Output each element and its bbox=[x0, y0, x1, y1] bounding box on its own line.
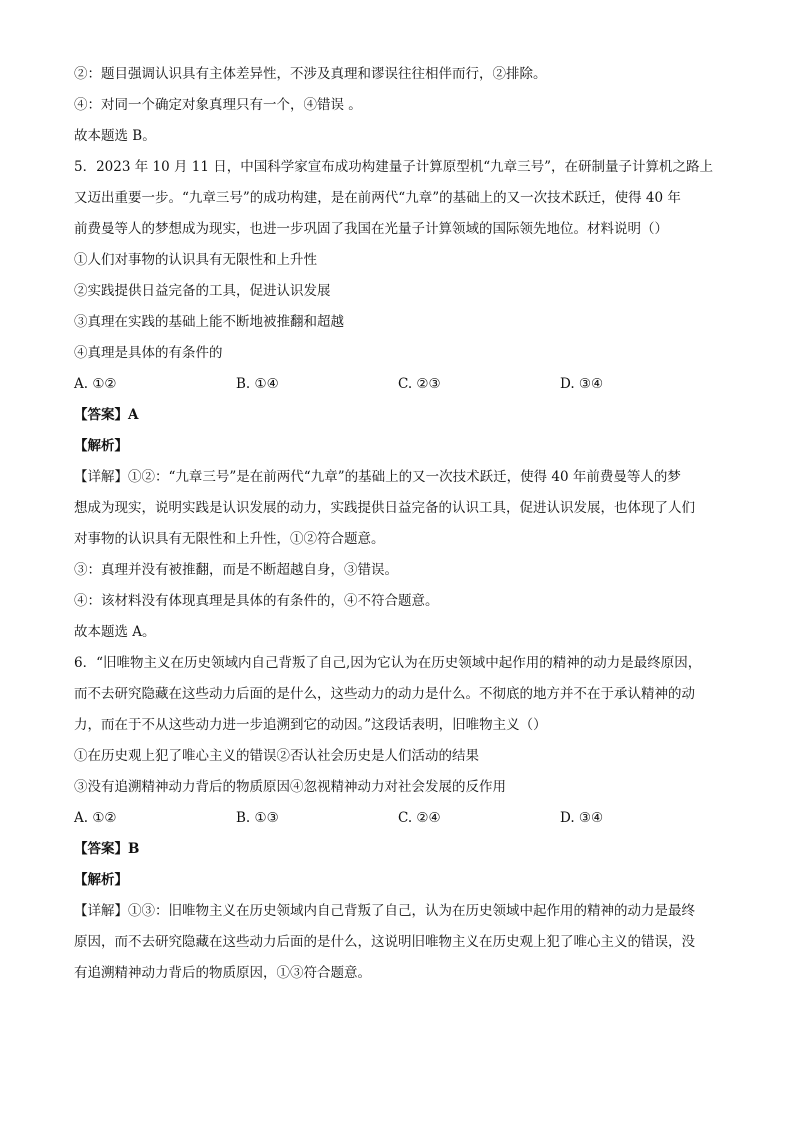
page-content bbox=[74, 64, 724, 983]
question-item: ②实践提供日益完备的工具，促进认识发展 bbox=[74, 283, 331, 299]
answer-label: 【答案】B bbox=[74, 841, 140, 857]
option-b: B. ①③ bbox=[236, 810, 279, 826]
option-d: D. ③④ bbox=[560, 376, 604, 392]
answer-options bbox=[74, 808, 724, 828]
question-item: ①在历史观上犯了唯心主义的错误②否认社会历史是人们活动的结果 bbox=[74, 748, 479, 764]
detail-line: 【详解】①③：旧唯物主义在历史领域内自己背叛了自己，认为在历史领域中起作用的精神的动力是最终 bbox=[74, 903, 695, 919]
detail-line: 想成为现实，说明实践是认识发展的动力，实践提供日益完备的认识工具，促进认识发展，也体现了人们 bbox=[74, 500, 695, 516]
option-c: C. ②④ bbox=[398, 810, 441, 826]
detail-line: 故本题选 A。 bbox=[74, 624, 156, 640]
question-stem: 6．“旧唯物主义在历史领域内自己背叛了自己,因为它认为在历史领域中起作用的精神的动力是最终原因， bbox=[74, 655, 702, 671]
text-line: ②：题目强调认识具有主体差异性，不涉及真理和谬误往往相伴而行，②排除。 bbox=[74, 66, 547, 82]
analysis-label: 【解析】 bbox=[74, 438, 128, 454]
question-stem: 前费曼等人的梦想成为现实，也进一步巩固了我国在光量子计算领域的国际领先地位。材料说明（） bbox=[74, 221, 668, 237]
option-c: C. ②③ bbox=[398, 376, 441, 392]
text-line: ④：对同一个确定对象真理只有一个，④错误 。 bbox=[74, 97, 362, 113]
question-item: ③真理在实践的基础上能不断地被推翻和超越 bbox=[74, 314, 344, 330]
option-b: B. ①④ bbox=[236, 376, 279, 392]
question-item: ③没有追溯精神动力背后的物质原因④忽视精神动力对社会发展的反作用 bbox=[74, 779, 506, 795]
option-a: A. ①② bbox=[74, 376, 117, 392]
question-item: ①人们对事物的认识具有无限性和上升性 bbox=[74, 252, 317, 268]
detail-line: 原因，而不去研究隐藏在这些动力后面的是什么，这说明旧唯物主义在历史观上犯了唯心主义的错误，没 bbox=[74, 934, 695, 950]
option-d: D. ③④ bbox=[560, 810, 604, 826]
detail-line: ③：真理并没有被推翻，而是不断超越自身，③错误。 bbox=[74, 562, 398, 578]
option-a: A. ①② bbox=[74, 810, 117, 826]
question-6 bbox=[74, 653, 724, 983]
question-stem: 力，而在于不从这些动力进一步追溯到它的动因。”这段话表明，旧唯物主义（） bbox=[74, 717, 547, 733]
answer-options bbox=[74, 374, 724, 394]
detail-line: 有追溯精神动力背后的物质原因，①③符合题意。 bbox=[74, 965, 371, 981]
text-line: 故本题选 B。 bbox=[74, 128, 156, 144]
analysis-label: 【解析】 bbox=[74, 872, 128, 888]
question-stem: 而不去研究隐藏在这些动力后面的是什么，这些动力的动力是什么。不彻底的地方并不在于承认精神的动 bbox=[74, 686, 695, 702]
detail-line: 【详解】①②：“九章三号”是在前两代“九章”的基础上的又一次技术跃迁，使得 40 年前费曼等人的梦 bbox=[74, 469, 681, 485]
question-5 bbox=[74, 157, 724, 642]
detail-line: ④：该材料没有体现真理是具体的有条件的，④不符合题意。 bbox=[74, 593, 439, 609]
question-stem: 又迈出重要一步。“九章三号”的成功构建，是在前两代“九章”的基础上的又一次技术跃迁，使得 40 年 bbox=[74, 190, 681, 206]
question-item: ④真理是具体的有条件的 bbox=[74, 345, 223, 361]
answer-label: 【答案】A bbox=[74, 407, 139, 423]
detail-line: 对事物的认识具有无限性和上升性，①②符合题意。 bbox=[74, 531, 385, 547]
question-stem: 5．2023 年 10 月 11 日，中国科学家宣布成功构建量子计算原型机“九章三号”，在研制量子计算机之路上 bbox=[74, 159, 714, 175]
